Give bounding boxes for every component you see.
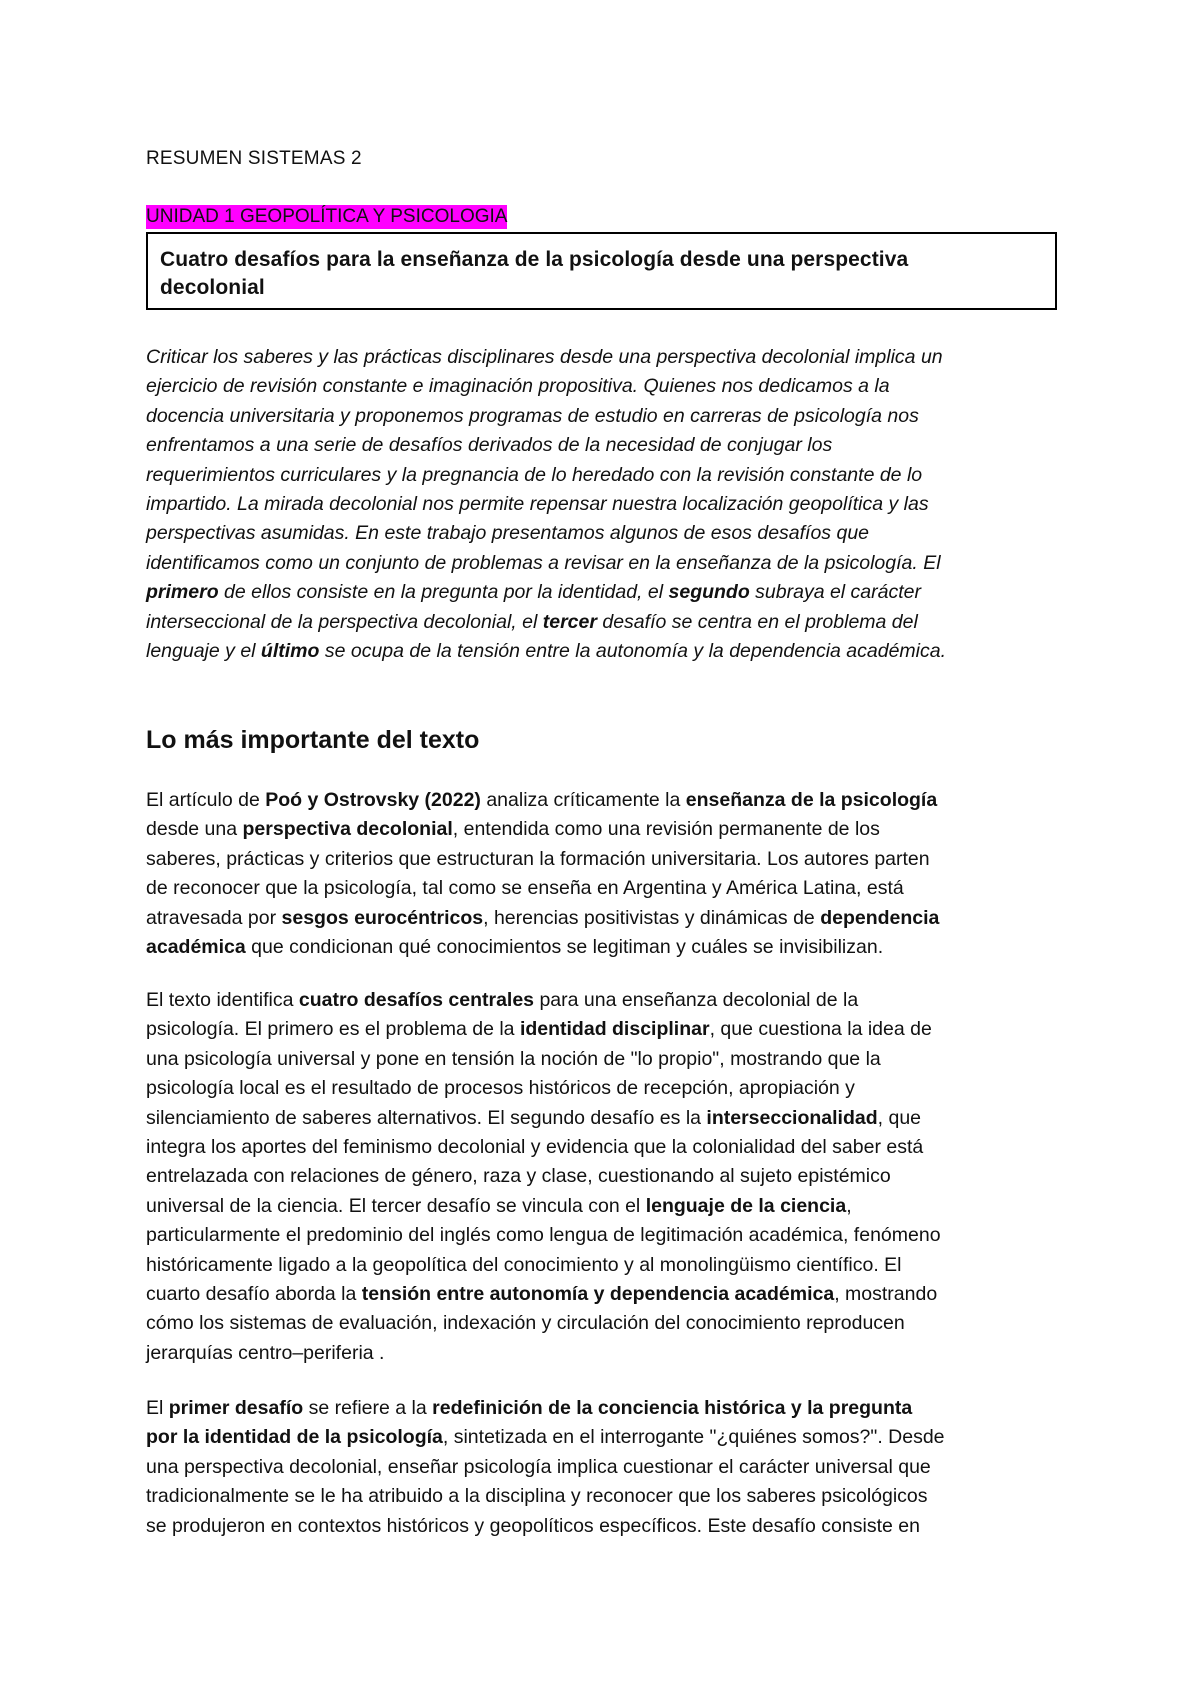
text-line (146, 1482, 1061, 1511)
bold-text: dependencia (820, 906, 940, 929)
text-segment: El texto identifica (146, 989, 299, 1011)
article-title-line-1: Cuatro desafíos para la enseñanza de la psicología desde una perspectiva (160, 248, 909, 271)
text-line: identificamos como un conjunto de problemas a revisar en la enseñanza de la psicología. El (146, 551, 941, 574)
bold-text: lenguaje de la ciencia (645, 1194, 847, 1217)
text-segment: , que (877, 1106, 922, 1129)
text-segment: jerarquías centro–periferia . (146, 1341, 385, 1364)
bold-text: sesgos eurocéntricos (281, 906, 484, 929)
text-line: enfrentamos a una serie de desafíos derivados de la necesidad de conjugar los (146, 434, 833, 457)
text-segment: , (846, 1194, 852, 1217)
text-line (146, 933, 1061, 962)
text-segment: El artículo de (146, 789, 266, 811)
text-line: Criticar los saberes y las prácticas disciplinares desde una perspectiva decolonial implica un (146, 346, 943, 368)
text-segment: cuarto desafío aborda la (146, 1283, 362, 1306)
text-line (146, 1192, 1061, 1221)
text-segment: silenciamiento de saberes alternativos. El segundo desafío es la (146, 1106, 707, 1129)
text-segment: cómo los sistemas de evaluación, indexación y circulación del conocimiento reproducen (146, 1312, 905, 1335)
bold-text: segundo (668, 581, 750, 604)
text-line (146, 578, 1061, 607)
article-title-line-2: decolonial (160, 276, 265, 299)
text-segment: interseccional de la perspectiva decolonial, el (146, 610, 543, 633)
text-segment: , entendida como una revisión permanente de los (452, 818, 880, 841)
text-segment: psicología. El primero es el problema de la (146, 1018, 520, 1041)
text-segment: de reconocer que la psicología, tal como se enseña en Argentina y América Latina, está (146, 877, 904, 900)
unit-label-highlighted: UNIDAD 1 GEOPOLÍTICA Y PSICOLOGIA (146, 206, 508, 227)
text-segment: entrelazada con relaciones de género, raza y clase, cuestionando al sujeto epistémico (146, 1165, 891, 1188)
text-line (146, 1221, 1061, 1250)
text-segment: tradicionalmente se le ha atribuido a la disciplina y reconocer que los saberes psicológicos (146, 1485, 928, 1508)
text-segment: El (146, 1397, 169, 1419)
text-segment: lenguaje y el (146, 640, 261, 663)
section-heading: Lo más importante del texto (146, 726, 480, 754)
text-line (146, 1162, 1061, 1191)
bold-text: académica (146, 936, 246, 959)
text-line (146, 904, 1061, 933)
text-segment: de ellos consiste en la pregunta por la identidad, el (218, 581, 669, 604)
text-line (146, 1512, 1061, 1541)
bold-text: Poó y Ostrovsky (2022) (265, 789, 481, 811)
text-line: ejercicio de revisión constante e imaginación propositiva. Quienes nos dedicamos a la (146, 375, 890, 398)
text-line (146, 815, 1061, 844)
text-line (146, 786, 1061, 815)
text-segment: que condicionan qué conocimientos se legitiman y cuáles se invisibilizan. (245, 936, 884, 959)
text-segment: desde una (146, 818, 243, 841)
abstract-paragraph (146, 343, 1061, 666)
text-segment: se produjeron en contextos históricos y geopolíticos específicos. Este desafío consiste en (146, 1514, 920, 1537)
text-segment: una psicología universal y pone en tensión la noción de "lo propio", mostrando que la (146, 1047, 881, 1070)
bold-text: perspectiva decolonial (242, 818, 453, 841)
text-line (146, 1045, 1061, 1074)
text-line (146, 1280, 1061, 1309)
text-line (146, 1015, 1061, 1044)
text-line (146, 1133, 1061, 1162)
text-segment: integra los aportes del feminismo decolonial y evidencia que la colonialidad del saber está (146, 1136, 924, 1159)
text-segment: atravesada por (146, 906, 282, 929)
text-line (146, 986, 1061, 1015)
text-line (146, 845, 1061, 874)
text-segment: psicología local es el resultado de procesos históricos de recepción, apropiación y (146, 1077, 855, 1100)
bold-text: enseñanza de la psicología (685, 789, 938, 811)
text-line (146, 1339, 1061, 1368)
bold-text: último (260, 640, 320, 663)
article-title-box (146, 232, 1057, 310)
text-line: perspectivas asumidas. En este trabajo presentamos algunos de esos desafíos que (146, 522, 870, 545)
text-segment: particularmente el predominio del inglés como lengua de legitimación académica, fenómeno (146, 1224, 941, 1247)
document-title: RESUMEN SISTEMAS 2 (146, 148, 362, 169)
bold-text: primero (146, 581, 219, 604)
text-line (146, 1104, 1061, 1133)
text-segment: subraya el carácter (749, 581, 921, 604)
bold-text: tercer (542, 610, 597, 633)
summary-paragraph-3 (146, 1394, 1061, 1541)
bold-text: por la identidad de la psicología (146, 1426, 443, 1449)
text-segment: para una enseñanza decolonial de la (534, 989, 859, 1011)
text-segment: se refiere a la (303, 1397, 433, 1419)
text-line (146, 1309, 1061, 1338)
text-line (146, 608, 1061, 637)
text-segment: , herencias positivistas y dinámicas de (483, 906, 821, 929)
bold-text: identidad disciplinar (519, 1018, 710, 1041)
text-line: docencia universitaria y proponemos programas de estudio en carreras de psicología nos (146, 404, 919, 427)
text-line: requerimientos curriculares y la pregnancia de lo heredado con la revisión constante de lo (146, 463, 923, 486)
text-segment: , sintetizada en el interrogante "¿quiénes somos?". Desde (442, 1426, 945, 1449)
bold-text: interseccionalidad (706, 1106, 878, 1129)
text-line (146, 1394, 1061, 1423)
text-segment: históricamente ligado a la geopolítica del conocimiento y al monolingüismo científico. El (146, 1253, 902, 1276)
text-line (146, 874, 1061, 903)
text-segment: una perspectiva decolonial, enseñar psicología implica cuestionar el carácter universal que (146, 1455, 931, 1478)
text-segment: desafío se centra en el problema del (596, 610, 918, 633)
summary-paragraph-2 (146, 986, 1061, 1368)
text-line: impartido. La mirada decolonial nos permite repensar nuestra localización geopolítica y las (146, 493, 929, 516)
summary-paragraph-1 (146, 786, 1061, 962)
text-line (146, 1074, 1061, 1103)
text-line (146, 1251, 1061, 1280)
text-segment: , que cuestiona la idea de (709, 1018, 932, 1041)
bold-text: redefinición de la conciencia histórica y la pregunta (432, 1397, 913, 1419)
text-segment: saberes, prácticas y criterios que estructuran la formación universitaria. Los autores parten (146, 847, 930, 870)
bold-text: tensión entre autonomía y dependencia académica (361, 1283, 835, 1306)
bold-text: primer desafío (168, 1397, 304, 1419)
text-line (146, 1453, 1061, 1482)
text-line (146, 637, 1061, 666)
text-segment: analiza críticamente la (480, 789, 686, 811)
bold-text: cuatro desafíos centrales (298, 989, 535, 1011)
text-line (146, 1423, 1061, 1452)
text-segment: se ocupa de la tensión entre la autonomía y la dependencia académica. (319, 640, 947, 663)
text-segment: universal de la ciencia. El tercer desafío se vincula con el (146, 1194, 646, 1217)
text-segment: , mostrando (834, 1283, 938, 1306)
